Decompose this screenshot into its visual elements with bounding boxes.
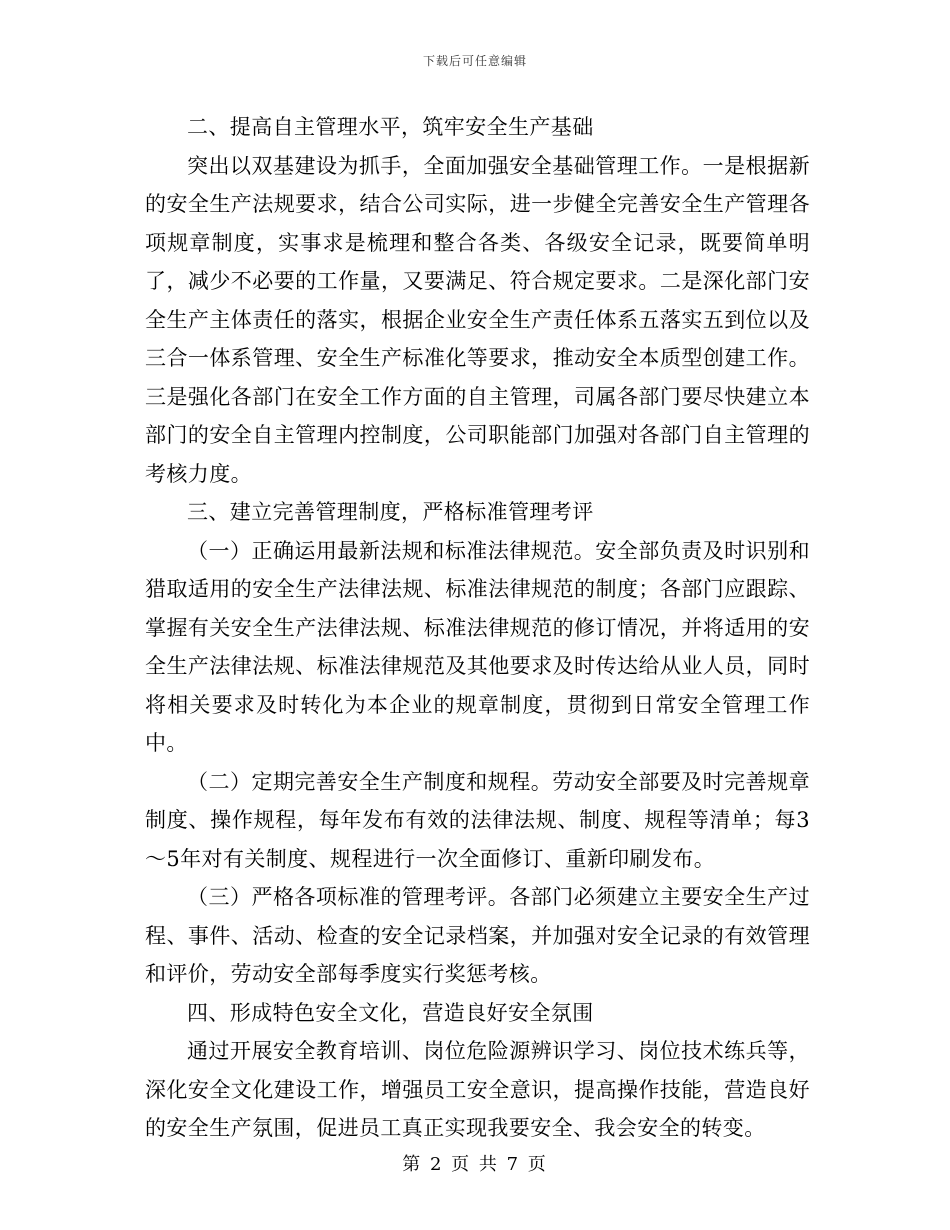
body-paragraph: 突出以双基建设为抓手，全面加强安全基础管理工作。一是根据新的安全生产法规要求，结合公司实际，进一步健全完善安全生产管理各项规章制度，实事求是梳理和整合各类、各级安全记录，既要简单明了，减少不必要的工作量，又要满足、符合规定要求。二是深化部门安全生产主体责任的落实，根据企业安全生产责任体系五落实五到位以及三合一体系管理、安全生产标准化等要求，推动安全本质型创建工作。三是强化各部门在安全工作方面的自主管理，司属各部门要尽快建立本部门的安全自主管理内控制度，公司职能部门加强对各部门自主管理的考核力度。 [145, 153, 810, 486]
page-total-number: 7 [506, 1154, 521, 1175]
page-header-note: 下载后可任意编辑 [422, 54, 527, 68]
body-paragraph: （二）定期完善安全生产制度和规程。劳动安全部要及时完善规章制度、操作规程，每年发布有效的法律法规、制度、规程等清单；每3～5年对有关制度、规程进行一次全面修订、重新印刷发布。 [145, 769, 810, 871]
page-footer [0, 1150, 950, 1176]
page-label-suffix: 页 [527, 1154, 548, 1175]
section-heading: 四、形成特色安全文化，营造良好安全氛围 [187, 1000, 594, 1025]
section-heading: 三、建立完善管理制度，严格标准管理考评 [187, 500, 594, 524]
document-body [145, 108, 810, 1148]
body-paragraph: 通过开展安全教育培训、岗位危险源辨识学习、岗位技术练兵等，深化安全文化建设工作，增强员工安全意识，提高操作技能，营造良好的安全生产氛围，促进员工真正实现我要安全、我会安全的转变。 [145, 1039, 810, 1140]
page-label-mid: 页 共 [451, 1154, 499, 1175]
section-heading: 二、提高自主管理水平，筑牢安全生产基础 [187, 115, 594, 139]
body-paragraph: （三）严格各项标准的管理考评。各部门必须建立主要安全生产过程、事件、活动、检查的安全记录档案，并加强对安全记录的有效管理和评价，劳动安全部每季度实行奖惩考核。 [145, 885, 810, 986]
page-current-number: 2 [429, 1154, 444, 1175]
page-label-prefix: 第 [402, 1154, 423, 1175]
body-paragraph: （一）正确运用最新法规和标准法律规范。安全部负责及时识别和猎取适用的安全生产法律法规、标准法律规范的制度；各部门应跟踪、掌握有关安全生产法律法规、标准法律规范的修订情况，并将适用的安全生产法律法规、标准法律规范及其他要求及时传达给从业人员，同时将相关要求及时转化为本企业的规章制度，贯彻到日常安全管理工作中。 [145, 538, 810, 755]
